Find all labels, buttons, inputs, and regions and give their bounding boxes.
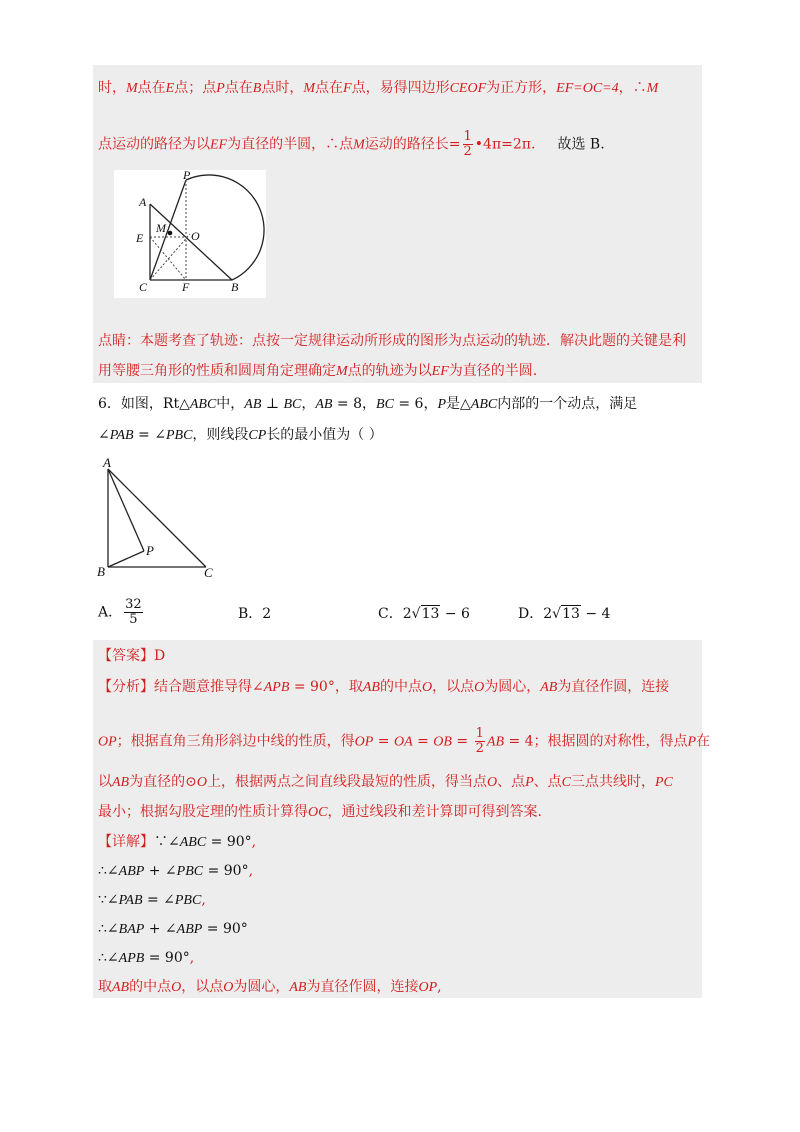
detail-line-2: ∴∠ABP + ∠PBC = 90°, (98, 863, 254, 879)
option-D[interactable]: D．2√13 − 4 (518, 606, 611, 622)
comment-line-1: 点睛：本题考查了轨迹：点按一定规律运动所形成的图形为点运动的轨迹．解决此题的关键是利 (98, 333, 686, 349)
label-A: A (139, 195, 147, 209)
label-M: M (156, 221, 166, 235)
analysis-line-3: 以AB为直径的⊙O上，根据两点之间直线段最短的性质，得当点O、点P、点C三点共线时，PC (98, 774, 673, 790)
option-B[interactable]: B．2 (238, 606, 272, 622)
question-line-1: 6．如图，Rt△ABC中，AB ⊥ BC，AB = 8，BC = 6，P是△ABC内部的一个动点，满足 (98, 396, 638, 412)
label-E: E (136, 231, 144, 245)
detail-line-6: 取AB的中点O，以点O为圆心，AB为直径作圆，连接OP, (98, 979, 442, 995)
detail-tag-line: 【详解】∵∠ABC = 90°, (98, 834, 257, 850)
top-line-1: 时，M点在E点；点P点在B点时，M点在F点，易得四边形CEOF为正方形，EF=OC=4，∴M (98, 80, 659, 96)
semicircle-figure (114, 170, 266, 298)
answer-line: 【答案】D (98, 648, 166, 664)
label-P: P (183, 170, 191, 182)
detail-line-5: ∴∠APB = 90°, (98, 950, 195, 966)
option-C[interactable]: C．2√13 − 6 (378, 606, 470, 622)
top-line-2: 点运动的路径为以EF为直径的半圆，∴点M运动的路径长= $\frac{1}{2}$ •4π=2π. 故选 B. (98, 129, 605, 159)
fraction-half: $\frac{1}{2}$ (463, 129, 472, 159)
analysis-line-2: OP；根据直角三角形斜边中线的性质，得OP = OA = OB = $\frac{1}{2}$ AB = 4；根据圆的对称性，得点P在 (98, 726, 711, 756)
detail-line-4: ∴∠BAP + ∠ABP = 90° (98, 921, 248, 937)
label-A: A (103, 455, 111, 470)
label-B: B (231, 280, 239, 294)
label-C: C (204, 565, 213, 580)
option-A[interactable]: A． $\frac{32}{5}$ (98, 597, 142, 627)
triangle-figure (96, 455, 220, 580)
label-P: P (146, 543, 154, 558)
label-B: B (97, 564, 105, 579)
label-C: C (139, 280, 148, 294)
detail-line-3: ∵∠PAB = ∠PBC, (98, 892, 206, 908)
label-O: O (191, 229, 200, 243)
analysis-line-4: 最小；根据勾股定理的性质计算得OC，通过线段和差计算即可得到答案. (98, 804, 542, 820)
analysis-line-1: 【分析】结合题意推导得∠APB = 90°，取AB的中点O，以点O为圆心，AB为直径作圆，连接 (98, 679, 670, 695)
label-F: F (182, 280, 190, 294)
comment-line-2: 用等腰三角形的性质和圆周角定理确定M点的轨迹为以EF为直径的半圆. (98, 363, 538, 379)
question-line-2: ∠PAB = ∠PBC，则线段CP长的最小值为（ ） (98, 427, 383, 443)
